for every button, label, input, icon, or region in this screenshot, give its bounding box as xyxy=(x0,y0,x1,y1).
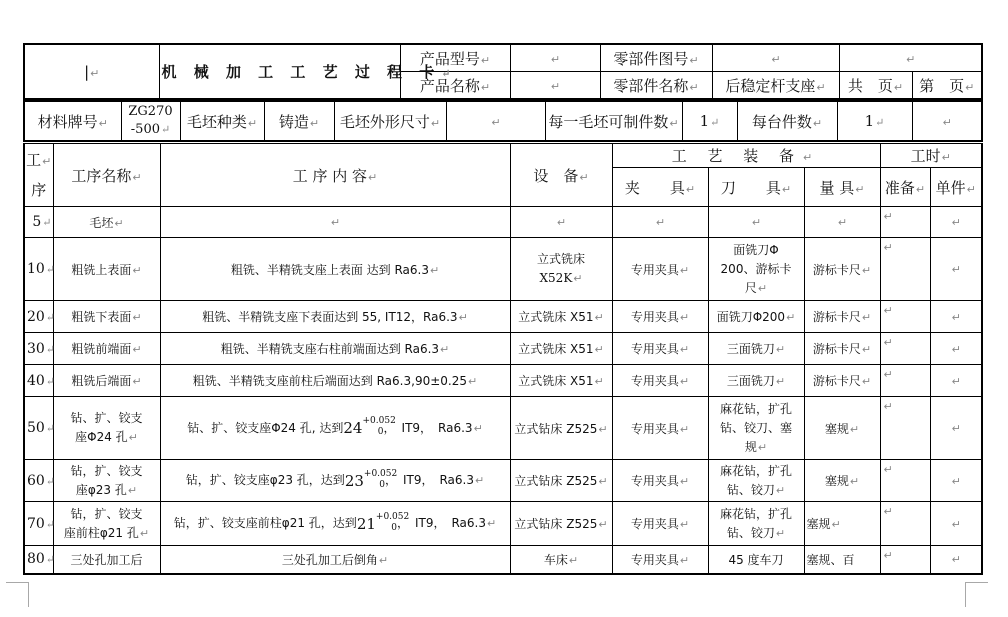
table-row[interactable] xyxy=(24,502,982,546)
row-op-content: 三处孔加工后倒角↵ xyxy=(160,546,510,574)
row-cutter: ↵ xyxy=(708,207,804,238)
tolerance-dimension: $21^{+0.052}0$ xyxy=(356,511,410,533)
row-unit-time: ↵ xyxy=(930,397,982,460)
row-gauge: 游标卡尺↵ xyxy=(804,238,880,301)
col-seq-header: 工↵ 序 xyxy=(24,144,53,207)
table-row[interactable] xyxy=(24,301,982,333)
row-prep-time: ↵ xyxy=(880,333,930,365)
row-fixture: 专用夹具↵ xyxy=(612,365,708,397)
row-equipment: 车床↵ xyxy=(510,546,612,574)
row-prep-time: ↵ xyxy=(880,365,930,397)
row-equipment: 立式铣床 X52K↵ xyxy=(510,238,612,301)
blank-size-value[interactable]: ↵ xyxy=(446,101,545,141)
table-row[interactable] xyxy=(24,460,982,502)
row-cutter: 面铣刀Φ200↵ xyxy=(708,301,804,333)
blank-type-label: 毛坯种类↵ xyxy=(180,101,264,141)
row-equipment: 立式铣床 X51↵ xyxy=(510,365,612,397)
card-header-table xyxy=(23,43,983,100)
part-name-label: 零部件名称↵ xyxy=(600,72,712,100)
row-cutter: 45 度车刀 xyxy=(708,546,804,574)
col-unit-header: 单件↵ xyxy=(930,168,982,207)
row-equipment: 立式铣床 X51↵ xyxy=(510,333,612,365)
row-seq: 40↵ xyxy=(24,365,53,397)
row-fixture: 专用夹具↵ xyxy=(612,238,708,301)
row-op-name: 钻，扩、铰支 座前柱φ21 孔↵ xyxy=(53,502,160,546)
material-grade-value[interactable]: ZG270 -500↵ xyxy=(121,101,180,141)
row-gauge: 塞规↵ xyxy=(804,460,880,502)
row-seq: 10↵ xyxy=(24,238,53,301)
blank-size-label: 毛坯外形尺寸↵ xyxy=(334,101,446,141)
row-fixture: 专用夹具↵ xyxy=(612,397,708,460)
row-op-name: 粗铣上表面↵ xyxy=(53,238,160,301)
table-row[interactable] xyxy=(24,397,982,460)
page-corner-mark-right xyxy=(965,582,988,607)
row-cutter: 面铣刀Φ 200、游标卡 尺↵ xyxy=(708,238,804,301)
row-seq: 80↵ xyxy=(24,546,53,574)
per-unit-label: 每台件数↵ xyxy=(737,101,837,141)
row-op-content: 粗铣、半精铣支座前柱后端面达到 Ra6.3,90±0.25↵ xyxy=(160,365,510,397)
page-corner-mark-left xyxy=(6,582,29,607)
row-seq: 50↵ xyxy=(24,397,53,460)
tolerance-dimension: $24^{+0.052}0$ xyxy=(343,416,396,438)
row-gauge: 游标卡尺↵ xyxy=(804,365,880,397)
part-drawing-value[interactable]: ↵ xyxy=(712,44,839,72)
part-drawing-label: 零部件图号↵ xyxy=(600,44,712,72)
row-prep-time: ↵ xyxy=(880,207,930,238)
part-name-value[interactable]: 后稳定杆支座↵ xyxy=(712,72,839,100)
row-unit-time: ↵ xyxy=(930,502,982,546)
tolerance-dimension: $23^{+0.052}0$ xyxy=(344,468,398,490)
table-row[interactable] xyxy=(24,207,982,238)
col-op-name-header: 工序名称↵ xyxy=(53,144,160,207)
col-op-content-header: 工 序 内 容↵ xyxy=(160,144,510,207)
row-op-name: 粗铣下表面↵ xyxy=(53,301,160,333)
row-seq: 60↵ xyxy=(24,460,53,502)
product-model-label: 产品型号↵ xyxy=(400,44,510,72)
row-prep-time: ↵ xyxy=(880,502,930,546)
row-seq: 20↵ xyxy=(24,301,53,333)
row-equipment: 立式钻床 Z525↵ xyxy=(510,502,612,546)
row-unit-time: ↵ xyxy=(930,333,982,365)
row-cutter: 麻花钻，扩孔 钻、铰刀↵ xyxy=(708,502,804,546)
table-row[interactable] xyxy=(24,546,982,574)
material-info-table xyxy=(23,100,983,142)
row-seq: 30↵ xyxy=(24,333,53,365)
row-fixture: 专用夹具↵ xyxy=(612,460,708,502)
row-equipment: 立式钻床 Z525↵ xyxy=(510,460,612,502)
row-gauge: 塞规↵ xyxy=(804,397,880,460)
row-cutter: 三面铣刀↵ xyxy=(708,333,804,365)
col-equipment-header: 设 备↵ xyxy=(510,144,612,207)
row-op-content: 粗铣、半精铣支座下表面达到 55, IT12，Ra6.3↵ xyxy=(160,301,510,333)
row-op-content: 钻、扩、铰支座Φ24 孔, 达到$24^{+0.052}0$， IT9， Ra6.3↵ xyxy=(160,397,510,460)
row-fixture: 专用夹具↵ xyxy=(612,333,708,365)
row-op-content: 粗铣、半精铣支座右柱前端面达到 Ra6.3↵ xyxy=(160,333,510,365)
header-blank-cell[interactable]: ↵ xyxy=(839,44,982,72)
row-cutter: 麻花钻，扩孔 钻、铰刀、塞 规↵ xyxy=(708,397,804,460)
row-gauge: ↵ xyxy=(804,207,880,238)
row-unit-time: ↵ xyxy=(930,460,982,502)
col-fixture-header: 夹 具↵ xyxy=(612,168,708,207)
page-number-cell[interactable]: 第 页↵ xyxy=(912,72,982,100)
row-gauge: 游标卡尺↵ xyxy=(804,333,880,365)
col-prep-header: 准备↵ xyxy=(880,168,930,207)
col-tooling-header: 工 艺 装 备↵ xyxy=(612,144,880,168)
card-title: 机 械 加 工 工 艺 过 程 卡↵ xyxy=(159,44,400,99)
row-op-content: 粗铣、半精铣支座上表面 达到 Ra6.3↵ xyxy=(160,238,510,301)
product-name-value[interactable]: ↵ xyxy=(510,72,600,100)
parts-per-blank-value[interactable]: 1↵ xyxy=(682,101,737,141)
row-unit-time: ↵ xyxy=(930,207,982,238)
row-op-content: ↵ xyxy=(160,207,510,238)
row-op-name: 钻、扩、铰支 座Φ24 孔↵ xyxy=(53,397,160,460)
table-row[interactable] xyxy=(24,365,982,397)
row-op-content: 钻，扩、铰支座φ23 孔，达到$23^{+0.052}0$， IT9， Ra6.3↵ xyxy=(160,460,510,502)
product-name-label: 产品名称↵ xyxy=(400,72,510,100)
row-op-name: 三处孔加工后 xyxy=(53,546,160,574)
material-blank-cell[interactable]: ↵ xyxy=(912,101,982,141)
row-op-content: 钻，扩、铰支座前柱φ21 孔，达到$21^{+0.052}0$， IT9， Ra6.3↵ xyxy=(160,502,510,546)
col-cutter-header: 刀 具↵ xyxy=(708,168,804,207)
row-fixture: 专用夹具↵ xyxy=(612,502,708,546)
row-gauge: 塞规↵ xyxy=(804,502,880,546)
row-prep-time: ↵ xyxy=(880,397,930,460)
row-op-name: 毛坯↵ xyxy=(53,207,160,238)
row-equipment: 立式钻床 Z525↵ xyxy=(510,397,612,460)
row-unit-time: ↵ xyxy=(930,365,982,397)
row-seq: 70↵ xyxy=(24,502,53,546)
row-unit-time: ↵ xyxy=(930,301,982,333)
row-gauge: 塞规、百 xyxy=(804,546,880,574)
row-equipment: ↵ xyxy=(510,207,612,238)
cursor-cell[interactable]: |↵ xyxy=(24,44,159,99)
row-unit-time: ↵ xyxy=(930,546,982,574)
per-unit-value[interactable]: 1↵ xyxy=(837,101,912,141)
row-prep-time: ↵ xyxy=(880,546,930,574)
row-cutter: 麻花钻，扩孔 钻、铰刀↵ xyxy=(708,460,804,502)
row-fixture: 专用夹具↵ xyxy=(612,301,708,333)
row-prep-time: ↵ xyxy=(880,301,930,333)
row-gauge: 游标卡尺↵ xyxy=(804,301,880,333)
table-row[interactable] xyxy=(24,333,982,365)
total-pages-cell[interactable]: 共 页↵ xyxy=(839,72,912,100)
parts-per-blank-label: 每一毛坯可制件数↵ xyxy=(545,101,682,141)
table-row[interactable] xyxy=(24,238,982,301)
row-op-name: 粗铣后端面↵ xyxy=(53,365,160,397)
row-prep-time: ↵ xyxy=(880,460,930,502)
row-equipment: 立式铣床 X51↵ xyxy=(510,301,612,333)
row-fixture: ↵ xyxy=(612,207,708,238)
row-unit-time: ↵ xyxy=(930,238,982,301)
blank-type-value[interactable]: 铸造↵ xyxy=(264,101,334,141)
product-model-value[interactable]: ↵ xyxy=(510,44,600,72)
row-cutter: 三面铣刀↵ xyxy=(708,365,804,397)
col-time-header: 工时↵ xyxy=(880,144,982,168)
row-prep-time: ↵ xyxy=(880,238,930,301)
row-op-name: 粗铣前端面↵ xyxy=(53,333,160,365)
row-op-name: 钻，扩、铰支 座φ23 孔↵ xyxy=(53,460,160,502)
material-grade-label: 材料牌号↵ xyxy=(24,101,121,141)
row-seq: 5↵ xyxy=(24,207,53,238)
row-fixture: 专用夹具↵ xyxy=(612,546,708,574)
process-table xyxy=(23,143,983,575)
col-gauge-header: 量 具↵ xyxy=(804,168,880,207)
